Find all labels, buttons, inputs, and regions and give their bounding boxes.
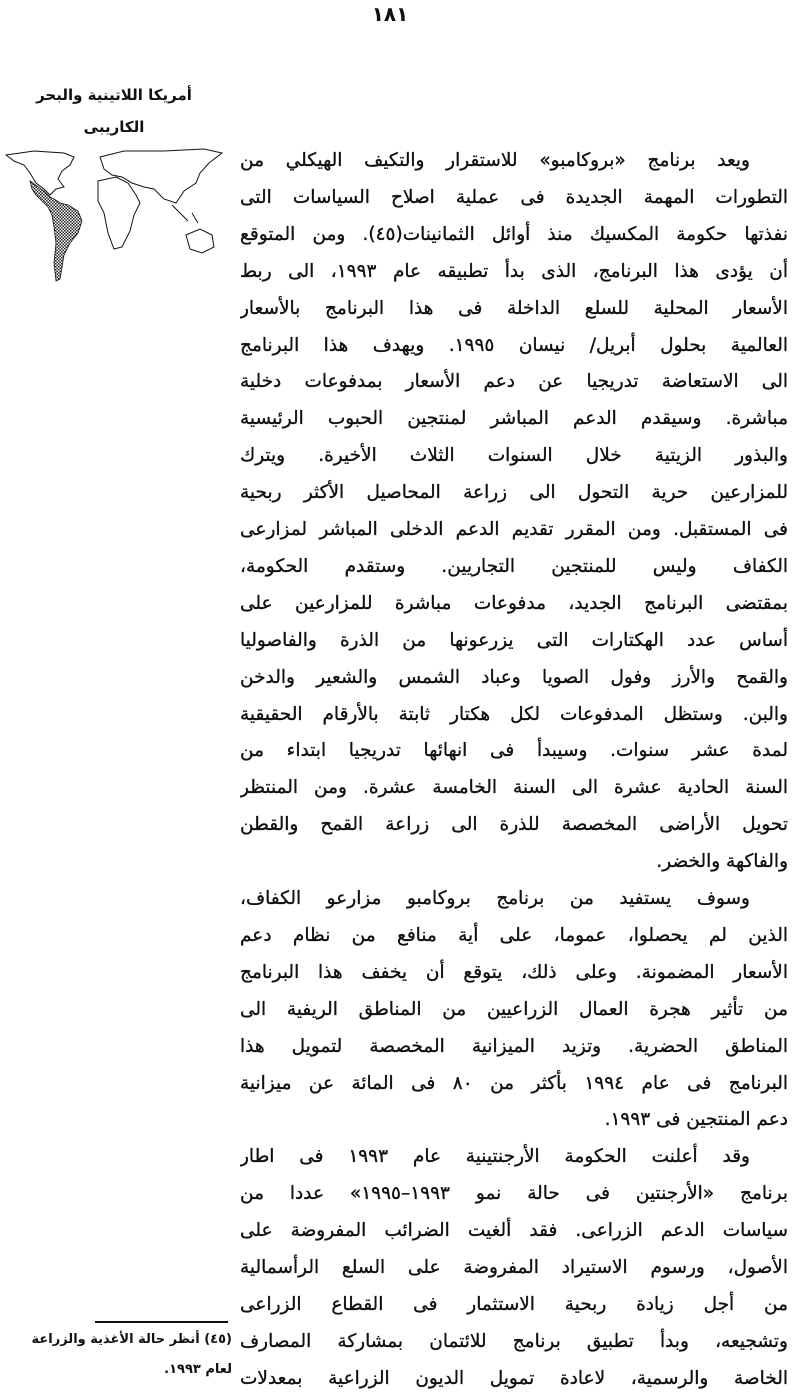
text-line: الأسعار المحلية للسلع الداخلة فى هذا البرنامج بالأسعار [240,297,788,319]
text-line: المناطق الحضرية. وتزيد الميزانية المخصصة لتمويل هذا [240,1035,788,1057]
text-line: من أجل زيادة ربحية الاستثمار فى القطاع الزراعى [240,1293,788,1315]
text-line: الخاصة والرسمية، لاعادة تمويل الديون الزراعية بمعدلات [240,1367,788,1389]
australia-shape [186,229,214,253]
text-line: الكفاف وليس للمنتجين التجاريين. وستقدم الحكومة، [240,555,788,577]
text-line: ويعد برنامج «بروكامبو» للاستقرار والتكيف الهيكلي من [240,150,750,171]
text-line: التطورات المهمة الجديدة فى عملية اصلاح السياسات التى [240,186,788,208]
footnote-line1: (٤٥) أنظر حالة الأغذية والزراعة [31,1332,232,1347]
text-line: الأصول، ورسوم الاستيراد المفروضة على السلع الرأسمالية [240,1257,788,1278]
sidebar-title-line2: الكاريبى [83,118,145,136]
text-line: لمدة عشر سنوات. وسيبدأ فى انهائها تدريجيا ابتداء من [240,740,788,762]
text-line: نفذتها حكومة المكسيك منذ أوائل الثمانينات(٤٥). ومن المتوقع [240,223,788,245]
text-line: مباشرة. وسيقدم الدعم المباشر لمنتجين الحبوب الرئيسية [240,408,788,430]
latin-america-highlight [30,181,82,281]
text-line: تحويل الأراضى المخصصة للذرة الى زراعة القمح والقطن [240,814,788,836]
sidebar-title-line1: أمريكا اللاتينية والبحر [36,86,192,104]
southeast-asia-shape [172,205,198,223]
text-line: الذين لم يحصلوا، عموما، على أية منافع من نظام دعم [240,924,788,946]
text-line: للمزارعين حرية التحول الى زراعة المحاصيل الأكثر ربحية [240,482,788,504]
text-line: والقمح والأرز وفول الصويا وعباد الشمس والشعير والدخن [240,666,788,688]
page-number: ١٨١ [371,2,409,26]
text-line: فى المستقبل. ومن المقرر تقديم الدعم الدخلى المباشر لمزارعى [240,519,788,540]
text-line: والفاكهة والخضر. [656,851,788,873]
text-line: أساس عدد الهكتارات التى يزرعونها من الذرة والفاصوليا [240,629,788,651]
africa-shape [98,177,140,249]
text-line: السنة الحادية عشرة الى السنة الخامسة عشرة. ومن المنتظر [240,777,788,799]
text-line: العالمية بحلول أبريل/ نيسان ١٩٩٥. ويهدف هذا البرنامج [240,334,788,356]
world-map-icon [4,143,226,293]
text-line: البرنامج فى عام ١٩٩٤ بأكثر من ٨٠ فى المائة عن ميزانية [240,1072,788,1094]
text-line: بمقتضى البرنامج الجديد، مدفوعات مباشرة للمزارعين على [240,592,788,614]
text-line: والبذور الزيتية خلال السنوات الثلاث الأخيرة. ويترك [240,445,788,467]
text-line: سياسات الدعم الزراعى. فقد ألغيت الضرائب المفروضة على [240,1220,788,1242]
footnote-divider [95,1321,228,1323]
text-line: الى الاستعاضة تدريجيا عن دعم الأسعار بمدفوعات دخلية [240,371,788,393]
body-text-column [240,0,788,1395]
text-line: وتشجيعه، وبدأ تطبيق برنامج للائتمان بمشاركة المصارف [240,1330,788,1352]
text-line: أن يؤدى هذا البرنامج، الذى بدأ تطبيقه عام ١٩٩٣، الى ربط [240,260,788,282]
text-line: والبن. وستظل المدفوعات لكل هكتار ثابتة بالأرقام الحقيقية [240,703,788,725]
text-line: الأسعار المضمونة. وعلى ذلك، يتوقع أن يخفف هذا البرنامج [240,961,788,983]
text-line: برنامج «الأرجنتين فى حالة نمو ١٩٩٣–١٩٩٥» عددا من [240,1183,788,1205]
text-line: دعم المنتجين فى ١٩٩٣. [604,1109,788,1131]
text-line: من تأثير هجرة العمال الزراعيين من المناطق الريفية الى [240,998,788,1020]
text-line: وقد أعلنت الحكومة الأرجنتينية عام ١٩٩٣ فى اطار [240,1146,750,1168]
europe-asia-shape [100,149,222,203]
footnote-line2: لعام ١٩٩٣. [164,1362,232,1377]
text-line: وسوف يستفيد من برنامج بروكامبو مزارعو الكفاف، [240,888,750,909]
